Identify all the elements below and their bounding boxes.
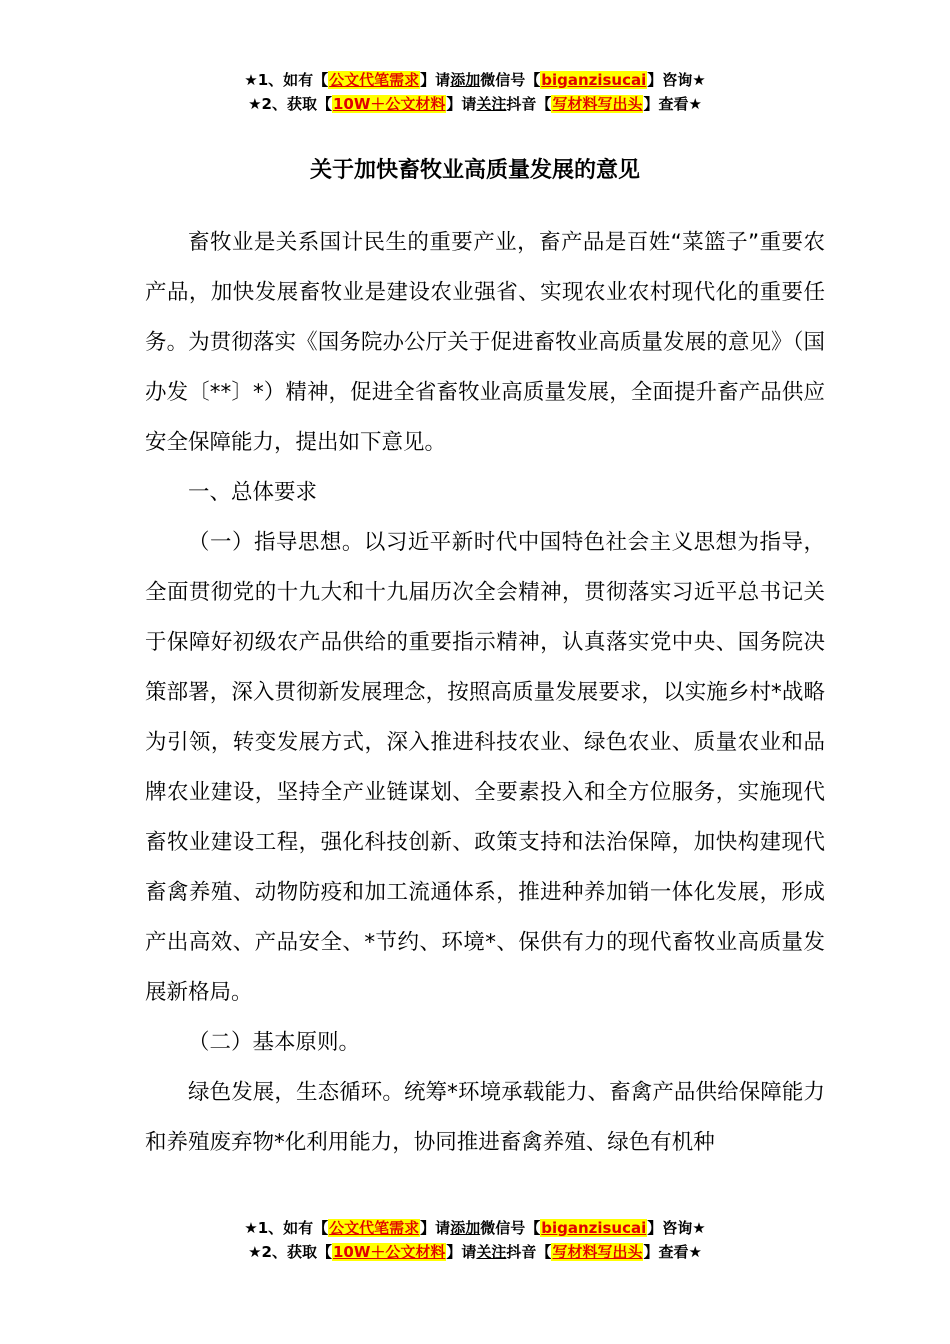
subsection-heading: （二）基本原则。: [188, 1030, 361, 1055]
promo-line-2: [0, 1240, 950, 1264]
document-title: 关于加快畜牧业高质量发展的意见: [309, 158, 640, 183]
promo-text: 】查看★: [643, 95, 702, 113]
paragraph: 畜牧业是关系国计民生的重要产业，畜产品是百姓“菜篮子”重要农产品，加快发展畜牧业是建设农业强省、实现农业农村现代化的重要任务。为贯彻落实《国务院办公厅关于促进畜牧业高质量发展的意见》（国办发〔**〕*）精神，促进全省畜牧业高质量发展，全面提升畜产品供应安全保障能力，提出如下意见。: [145, 230, 825, 455]
promo-highlight: 写材料写出头: [552, 1243, 643, 1261]
promo-underline: 添加: [450, 1219, 481, 1237]
promo-underline: 关注: [476, 95, 507, 113]
promo-highlight: 公文代笔需求: [329, 71, 420, 89]
document-body: [145, 218, 825, 1168]
promo-text: 】请: [420, 1219, 451, 1237]
promo-banner-bottom: [0, 1216, 950, 1264]
promo-text: 抖音【: [506, 95, 552, 113]
promo-text: 微信号【: [480, 1219, 541, 1237]
promo-line-1: [0, 68, 950, 92]
promo-text: ★1、如有【: [244, 71, 329, 89]
promo-highlight: biganzisucai: [541, 71, 647, 89]
promo-text: 】咨询★: [647, 71, 706, 89]
promo-highlight: 10W＋公文材料: [332, 1243, 446, 1261]
promo-text: 】咨询★: [647, 1219, 706, 1237]
promo-text: 】请: [420, 71, 451, 89]
promo-highlight: 10W＋公文材料: [332, 95, 446, 113]
promo-line-2: [0, 92, 950, 116]
promo-text: 微信号【: [480, 71, 541, 89]
section-heading: 一、总体要求: [188, 480, 318, 505]
promo-text: 】请: [446, 1243, 477, 1261]
promo-text: ★2、获取【: [248, 1243, 332, 1261]
promo-line-1: [0, 1216, 950, 1240]
promo-underline: 关注: [476, 1243, 507, 1261]
promo-banner-top: [0, 68, 950, 116]
promo-text: ★2、获取【: [248, 95, 332, 113]
promo-highlight: 写材料写出头: [552, 95, 643, 113]
paragraph: （一）指导思想。以习近平新时代中国特色社会主义思想为指导，全面贯彻党的十九大和十九届历次全会精神，贯彻落实习近平总书记关于保障好初级农产品供给的重要指示精神，认真落实党中央、国务院决策部署，深入贯彻新发展理念，按照高质量发展要求，以实施乡村*战略为引领，转变发展方式，深入推进科技农业、绿色农业、质量农业和品牌农业建设，坚持全产业链谋划、全要素投入和全方位服务，实施现代畜牧业建设工程，强化科技创新、政策支持和法治保障，加快构建现代畜禽养殖、动物防疫和加工流通体系，推进种养加销一体化发展，形成产出高效、产品安全、*节约、环境*、保供有力的现代畜牧业高质量发展新格局。: [145, 530, 825, 1005]
promo-text: 】请: [446, 95, 477, 113]
promo-highlight: 公文代笔需求: [329, 1219, 420, 1237]
paragraph: 绿色发展，生态循环。统筹*环境承载能力、畜禽产品供给保障能力和养殖废弃物*化利用能力，协同推进畜禽养殖、绿色有机种: [145, 1080, 825, 1155]
promo-text: 】查看★: [643, 1243, 702, 1261]
promo-text: 抖音【: [506, 1243, 552, 1261]
promo-highlight: biganzisucai: [541, 1219, 647, 1237]
promo-underline: 添加: [450, 71, 481, 89]
promo-text: ★1、如有【: [244, 1219, 329, 1237]
